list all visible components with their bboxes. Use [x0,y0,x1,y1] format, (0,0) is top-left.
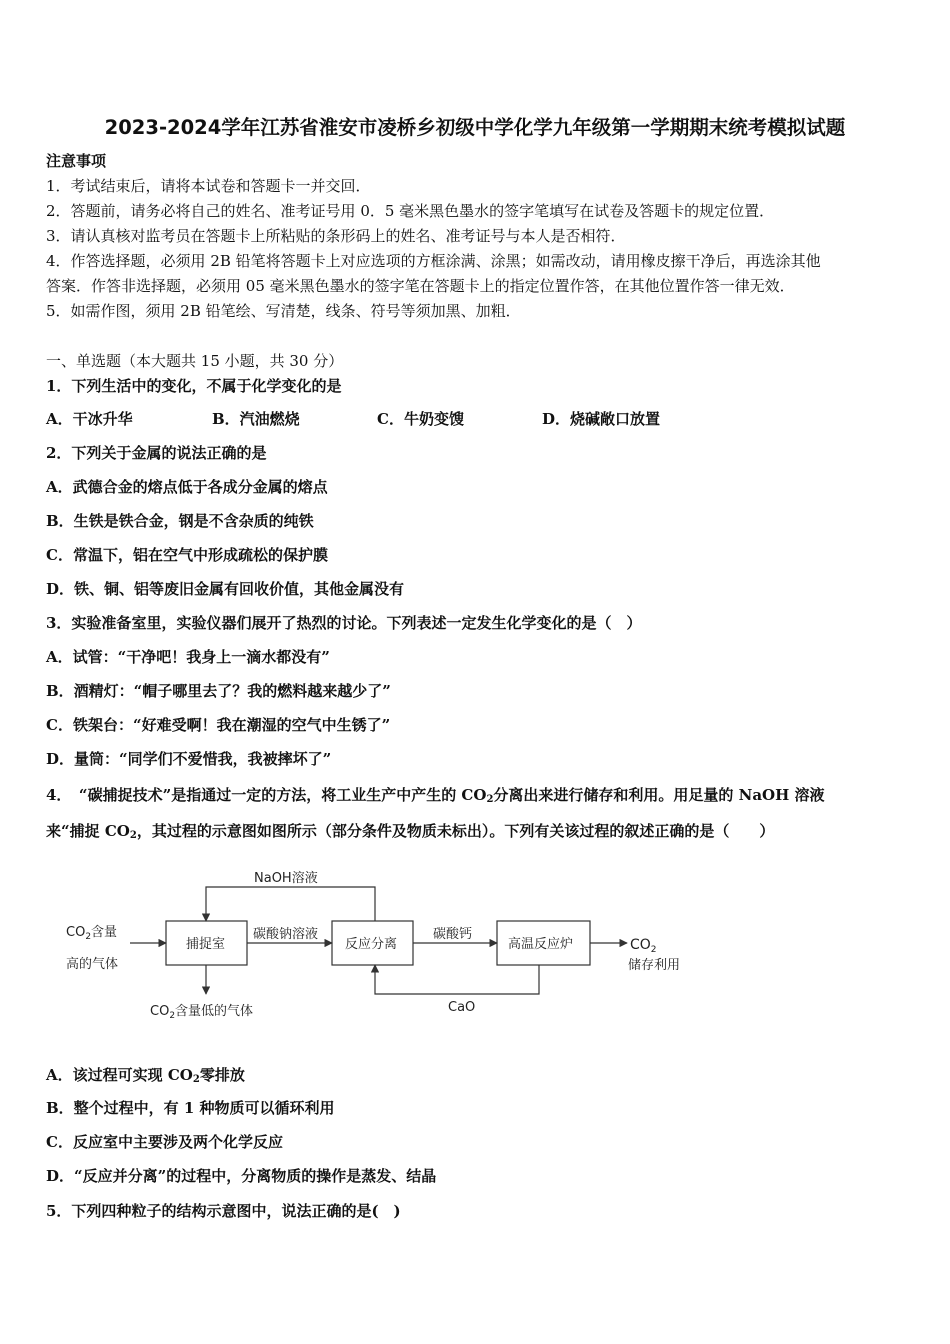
q3-option-b: B．酒精灯：“帽子哪里去了？我的燃料越来越少了” [46,682,391,700]
q2-option-a: A．武德合金的熔点低于各成分金属的熔点 [46,478,328,496]
exam-title: 2023-2024学年江苏省淮安市凌桥乡初级中学化学九年级第一学期期末统考模拟试题 [104,116,846,139]
notice-item-3: 3．请认真核对监考员在答题卡上所粘贴的条形码上的姓名、准考证号与本人是否相符． [46,227,626,245]
q4-option-a: A．该过程可实现 $CO_2$零排放 [46,1066,245,1085]
q4-stem-line1: 4． “碳捕捉技术”是指通过一定的方法，将工业生产中产生的 $CO_2$分离出来进行储存和利用。用足量的 NaOH 溶液 [46,786,825,805]
q3-option-d: D．量筒：“同学们不爱惜我，我被摔坏了” [46,750,332,768]
calcium-carbonate-label: 碳酸钙 [433,927,473,942]
carbon-capture-diagram [0,860,950,1060]
output-storage-label: 储存利用 [628,958,681,973]
input-gas-label-2: 高的气体 [66,957,119,972]
cao-label: CaO [448,1000,476,1015]
low-gas-label: $CO_2$含量低的气体 [150,1004,254,1021]
q2-option-d: D．铁、铜、铝等废旧金属有回收价值，其他金属没有 [46,580,405,598]
section-heading: 一、单选题（本大题共 15 小题，共 30 分） [46,352,344,370]
cao-recycle-arrow [375,965,539,994]
q1-option-c: C．牛奶变馊 [377,410,464,428]
notice-heading: 注意事项 [46,152,107,170]
q2-option-b: B．生铁是铁合金，钢是不含杂质的纯铁 [46,512,314,530]
q2-stem: 2．下列关于金属的说法正确的是 [46,444,267,462]
q4-option-d: D．“反应并分离”的过程中，分离物质的操作是蒸发、结晶 [46,1167,437,1185]
notice-item-2: 2．答题前，请务必将自己的姓名、准考证号用 0．5 毫米黑色墨水的签字笔填写在试卷及答题卡的规定位置． [46,202,775,220]
naoh-label: NaOH溶液 [254,871,318,886]
notice-item-1: 1．考试结束后，请将本试卷和答题卡一并交回． [46,177,371,195]
q1-option-b: B．汽油燃烧 [212,410,300,428]
q3-option-a: A．试管：“干净吧！我身上一滴水都没有” [46,648,330,666]
q3-stem: 3．实验准备室里，实验仪器们展开了热烈的讨论。下列表述一定发生化学变化的是（ ） [46,614,642,632]
q2-option-c: C．常温下，铝在空气中形成疏松的保护膜 [46,546,328,564]
q3-option-c: C．铁架台：“好难受啊！我在潮湿的空气中生锈了” [46,716,391,734]
q1-option-d: D．烧碱敞口放置 [542,410,661,428]
notice-item-5: 5．如需作图，须用 2B 铅笔绘、写清楚，线条、符号等须加黑、加粗． [46,302,521,320]
q4-option-b: B．整个过程中，有 1 种物质可以循环利用 [46,1099,335,1117]
reaction-separation-label: 反应分离 [345,937,398,952]
naoh-recycle-arrow [206,887,375,921]
notice-item-4-cont: 答案．作答非选择题，必须用 05 毫米黑色墨水的签字笔在答题卡上的指定位置作答，在其他位置作答一律无效． [46,277,795,295]
output-co2-label: $CO_2$ [630,937,657,955]
q4-option-c: C．反应室中主要涉及两个化学反应 [46,1133,283,1151]
notice-item-4: 4．作答选择题，必须用 2B 铅笔将答题卡上对应选项的方框涂满、涂黑；如需改动，请用橡皮擦干净后，再选涂其他 [46,252,821,270]
q1-stem: 1．下列生活中的变化，不属于化学变化的是 [46,377,342,395]
q4-stem-line2: 来“捕捉 $CO_2$，其过程的示意图如图所示（部分条件及物质未标出）。下列有关该过程的叙述正确的是（ ） [46,822,775,841]
high-temp-furnace-label: 高温反应炉 [508,937,574,952]
capture-chamber-label: 捕捉室 [186,937,226,952]
q1-option-a: A．干冰升华 [46,410,133,428]
carbonate-solution-label: 碳酸钠溶液 [253,927,319,942]
input-gas-label: $CO_2$含量 [66,925,118,942]
q5-stem: 5．下列四种粒子的结构示意图中，说法正确的是( ) [46,1202,401,1220]
